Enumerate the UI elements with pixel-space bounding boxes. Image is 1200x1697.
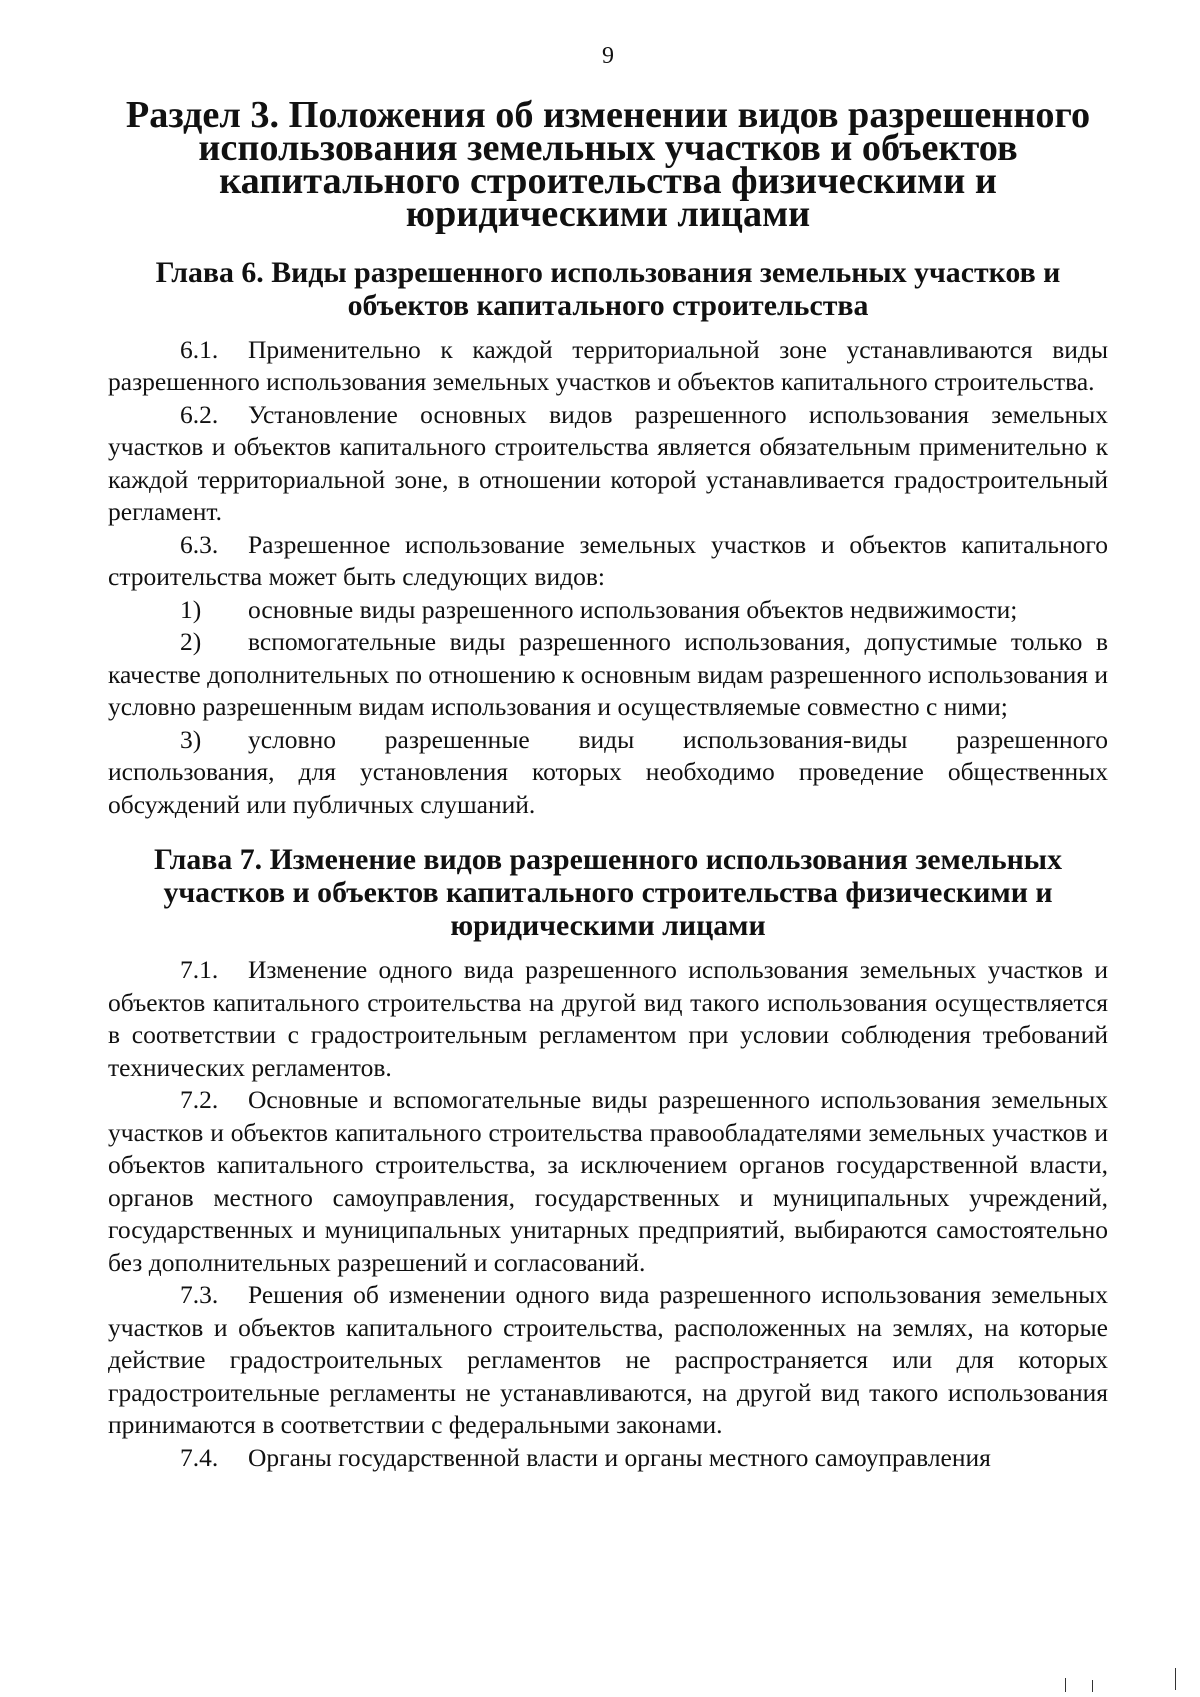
page-number: 9 bbox=[602, 43, 614, 69]
paragraph-number: 6.1. bbox=[180, 334, 219, 364]
paragraph-number: 7.1. bbox=[180, 955, 219, 984]
paragraph-6-1 bbox=[108, 334, 1108, 399]
paragraph-number: 7.4. bbox=[180, 1442, 219, 1472]
list-text: условно разрешенные виды использования-виды разрешенного использования, для установления которых необходимо проведение общественных обсуждений или публичных слушаний. bbox=[108, 724, 1108, 819]
paragraph-text: Органы государственной власти и органы местного самоуправления bbox=[248, 1442, 991, 1472]
list-text: вспомогательные виды разрешенного использования, допустимые только в качестве дополнительных по отношению к основным видам разрешенного использования и условно разрешенным видам использования и осуществляемые совместно с ними; bbox=[108, 627, 1109, 721]
scan-edge-mark bbox=[1175, 1668, 1176, 1690]
list-number: 2) bbox=[180, 627, 202, 656]
paragraph-7-3 bbox=[108, 1279, 1108, 1442]
paragraph-number: 7.3. bbox=[180, 1280, 219, 1309]
paragraph-7-1 bbox=[108, 954, 1108, 1084]
paragraph-number: 7.2. bbox=[180, 1085, 219, 1114]
chapter-7-title: Глава 7. Изменение видов разрешенного использования земельных участков и объектов капитального строительства физическими и юридическими лицами bbox=[154, 843, 1062, 942]
paragraph-7-4 bbox=[108, 1442, 1108, 1475]
list-number: 3) bbox=[180, 724, 202, 754]
list-item-2 bbox=[108, 626, 1108, 724]
chapter-6-title: Глава 6. Виды разрешенного использования земельных участков и объектов капитального строительства bbox=[155, 255, 1061, 322]
paragraph-text: Изменение одного вида разрешенного использования земельных участков и объектов капитального строительства на другой вид такого использования осуществляется в соответствии с градостроительным регламентом при условии соблюдения требований технических регламентов. bbox=[108, 955, 1108, 1082]
paragraph-text: Разрешенное использование земельных участков и объектов капитального строительства может быть следующих видов: bbox=[108, 529, 1108, 591]
paragraph-text: Установление основных видов разрешенного использования земельных участков и объектов капитального строительства является обязательным применительно к каждой территориальной зоне, в отношении которой устанавливается градостроительный регламент. bbox=[108, 399, 1108, 526]
paragraph-number: 6.3. bbox=[180, 529, 219, 559]
paragraph-6-2 bbox=[108, 399, 1108, 529]
paragraph-6-3 bbox=[108, 529, 1108, 594]
document-page bbox=[108, 40, 1108, 1474]
scan-edge-mark bbox=[1092, 1680, 1093, 1692]
paragraph-text: Основные и вспомогательные виды разрешенного использования земельных участков и объектов капитального строительства правообладателями земельных участков и объектов капитального строительства, за исключением органов государственной власти, органов местного самоуправления, государственных и муниципальных учреждений, государственных и муниципальных унитарных предприятий, выбираются самостоятельно без дополнительных разрешений и согласований. bbox=[108, 1085, 1108, 1277]
list-item-1 bbox=[108, 594, 1108, 627]
paragraph-text: Применительно к каждой территориальной зоне устанавливаются виды разрешенного использования земельных участков и объектов капитального строительства. bbox=[108, 334, 1108, 396]
scan-edge-mark bbox=[1065, 1678, 1066, 1692]
list-text: основные виды разрешенного использования объектов недвижимости; bbox=[248, 594, 1018, 624]
list-number: 1) bbox=[180, 594, 202, 624]
paragraph-number: 6.2. bbox=[180, 399, 219, 429]
paragraph-text: Решения об изменении одного вида разрешенного использования земельных участков и объектов капитального строительства, расположенных на землях, на которые действие градостроительных регламентов не распространяется или для которых градостроительные регламенты не устанавливаются, на другой вид такого использования принимаются в соответствии с федеральными законами. bbox=[108, 1280, 1108, 1439]
paragraph-7-2 bbox=[108, 1084, 1108, 1279]
list-item-3 bbox=[108, 724, 1108, 822]
section-title: Раздел 3. Положения об изменении видов разрешенного использования земельных участков и объектов капитального строительства физическими и юридическими лицами bbox=[125, 93, 1091, 235]
